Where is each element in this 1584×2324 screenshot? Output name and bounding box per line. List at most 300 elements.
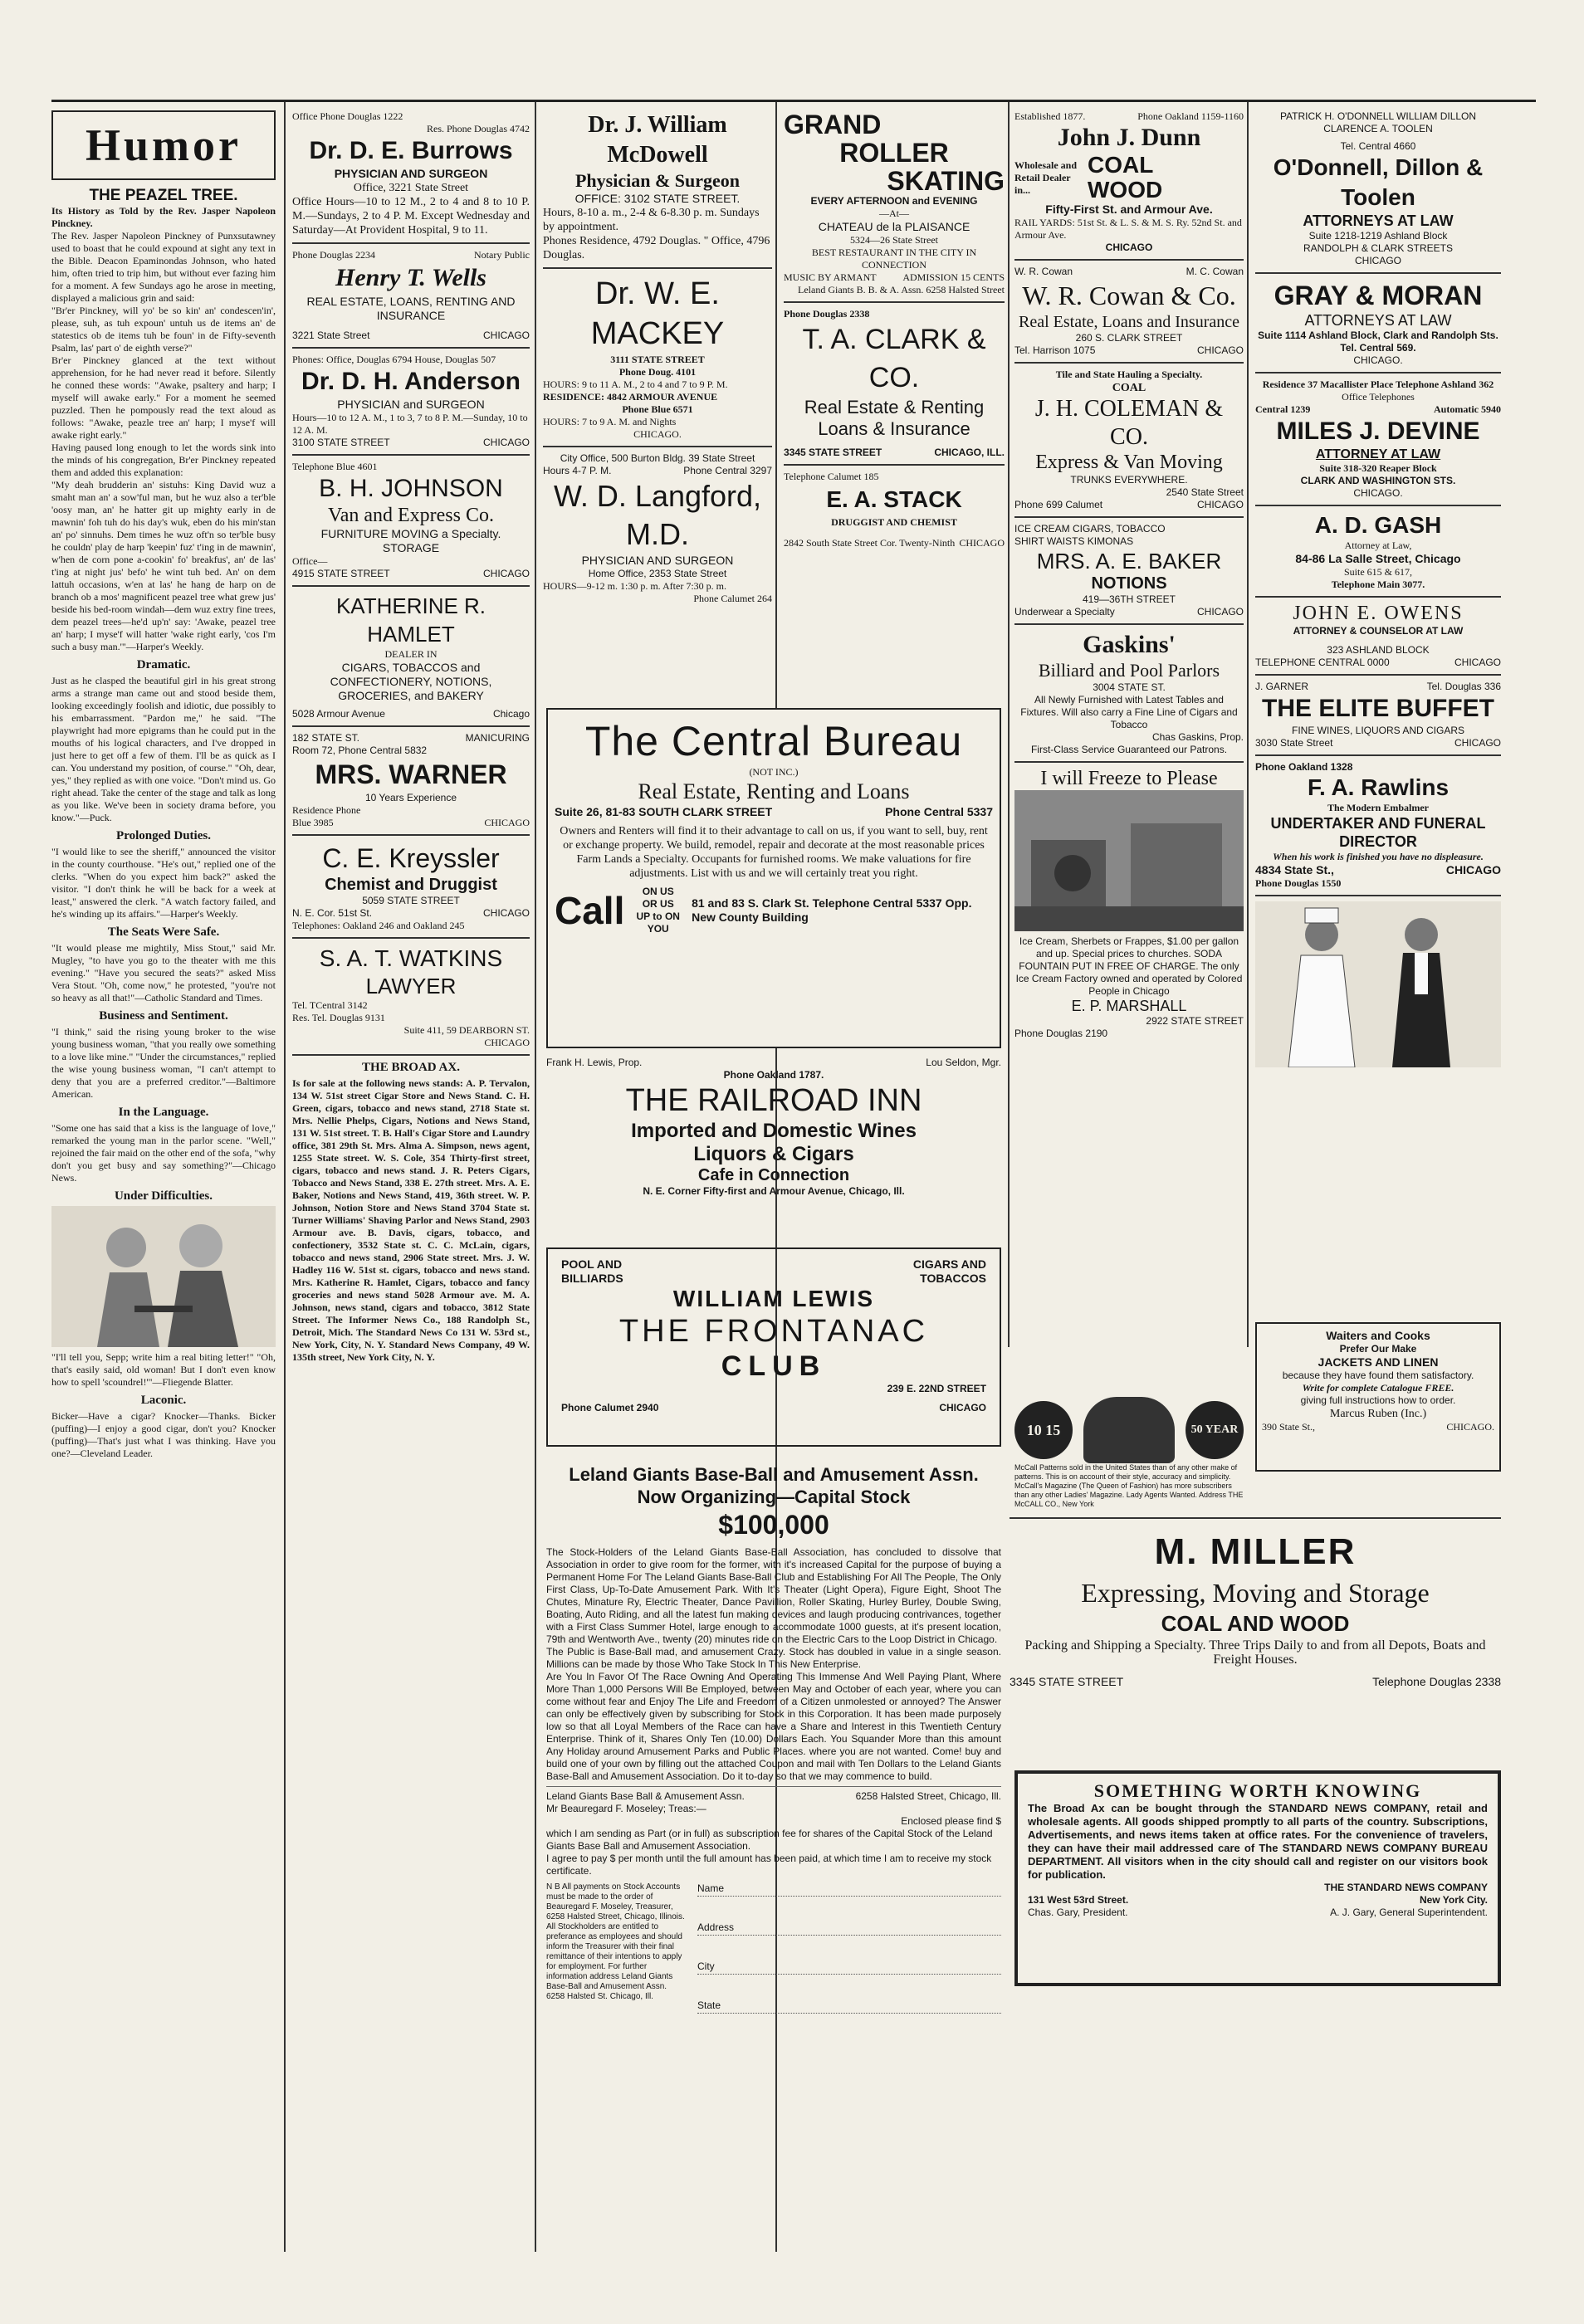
ad-phone: Phone Oakland 1787. [723, 1069, 824, 1081]
ad-desc: Real Estate & Renting [804, 397, 985, 417]
ad-address: 84-86 La Salle Street, Chicago [1295, 552, 1461, 565]
ad-address: Home Office, 2353 State Street [588, 568, 727, 579]
ad-hours: HOURS—9-12 m. 1:30 p. m. After 7:30 p. m. [543, 580, 726, 592]
ad-address: 260 S. CLARK STREET [1075, 332, 1183, 344]
ads-column-3 [543, 110, 772, 708]
ad-address: Suite 615 & 617, [1343, 566, 1412, 578]
ad-phone: Office Phone Douglas 1222 [292, 110, 403, 122]
ad-desc: Underwear a Specialty [1014, 606, 1115, 618]
ads-column-2 [292, 110, 530, 2252]
ad-address: 3100 STATE STREET [292, 437, 390, 448]
ad-title: The Modern Embalmer [1327, 802, 1429, 813]
ad-address: 4834 State St., [1255, 863, 1334, 876]
ad-note: ON US OR US UP to ON YOU [636, 886, 680, 935]
ad-phone: Phones Residence, 4792 Douglas. " Office, 4796 Douglas. [543, 235, 770, 261]
coupon-name-field[interactable]: Name [697, 1882, 1001, 1897]
ad-address: 3345 STATE STREET [784, 447, 882, 458]
column-rule [535, 102, 536, 2252]
ad-city: CHICAGO [482, 437, 530, 448]
ad-desc: Cafe in Connection [697, 1166, 850, 1184]
ad-desc: TRUNKS EVERYWHERE. [1070, 474, 1188, 486]
burrows-ad [292, 110, 530, 237]
ad-address: 5028 Armour Avenue [292, 708, 385, 720]
ad-address: 5324—26 State Street [850, 234, 938, 246]
ad-address: 3221 State Street [292, 330, 370, 341]
ad-body: Owners and Renters will find it to their advantage to call on us, if you want to sell, buy, rent or exchange property. We build, remodel, repair and decorate at the most reasonable prices Farm Lands a Specialty. Occupants for furnished rooms. We make valuations for fire adjustments. List with us and we will certainly treat you right. [560, 825, 988, 880]
ad-note: —At— [879, 208, 909, 219]
ad-headline: SOMETHING WORTH KNOWING [1093, 1780, 1422, 1801]
ad-title: ATTORNEY & COUNSELOR AT LAW [1293, 625, 1464, 637]
ad-desc: Loans & Insurance [818, 418, 970, 439]
ad-address: 5059 STATE STREET [362, 895, 460, 906]
ad-address: 390 State St., [1262, 1421, 1316, 1433]
ad-title: PHYSICIAN and SURGEON [337, 398, 485, 411]
ad-address: RANDOLPH & CLARK STREETS [1303, 242, 1454, 254]
ad-title: Chemist and Druggist [325, 876, 497, 894]
ad-name: THE RAILROAD INN [625, 1083, 922, 1118]
ad-name: MILES J. DEVINE [1276, 417, 1480, 445]
waiter-and-cook-illustration [1255, 901, 1501, 1067]
ad-note: Notary Public [474, 249, 530, 261]
ad-name: Dr. D. H. Anderson [301, 368, 521, 395]
ad-address: Leland Giants B. B. & A. Assn. 6258 Halsted Street [798, 284, 1005, 295]
section-text: "It would please me mightily, Miss Stout," said Mr. Mugley, "to have you go to the theater with me this evening." "Have you secured the seats?" asked Miss Vera Stout. "Oh, come now," he protested, "you're not so heavy as all that!"—Catholic Standard and Times. [51, 942, 276, 1003]
ad-desc: 10 Years Experience [364, 792, 457, 803]
ad-name: MRS. A. E. BAKER [1036, 549, 1222, 574]
ad-name: B. H. JOHNSON [319, 475, 503, 502]
ad-desc: COAL AND WOOD [1161, 1611, 1350, 1636]
ad-address: Suite 318-320 Reaper Block [1319, 462, 1437, 474]
ad-phone: Phone Douglas 2234 [292, 249, 375, 261]
section-text: Bicker—Have a cigar? Knocker—Thanks. Bicker (puffing)—I enjoy a good cigar, don't you? Knocker (puffing)—That's just what I was thinking. Have you one?—Cleveland Leader. [51, 1410, 276, 1459]
ad-city: CHICAGO [1105, 242, 1153, 253]
ad-name: John J. Dunn [1057, 124, 1201, 151]
ice-cream-factory-photo [1014, 790, 1244, 931]
section-heading: Under Difficulties. [114, 1189, 213, 1203]
news-stands-list: Is for sale at the following news stands: A. P. Tervalon, 134 W. 51st street Cigar Store and News Stand. C. H. Green, cigars, tobacco and news stand, 2718 State st. Mrs. Nellie Phelps, Cigars, Notions and News Stand, 131 W. 51st street. T. B. Hall's Cigar Store and Laundry office, 381 29th St. Mrs. Alma A. Simpson, news agent, 1255 State street. W. S. Cole, 354 Thirty-first street, cigars, tobacco and news stand. J. R. Peters Cigars, Tobacco and News Stand, 338 E. 27th street. Mrs. A. E. Baker, Notions and News Stand, 419, 36th street. W. P. Johnson, Notion Store and News Stand 3704 State st. Turner Williams' Shaving Parlor and News Stand, 2903 Armour ave. B. Davis, cigars, tobacco, and confectionery, 3532 State st. C. C. McLain, cigars, tobacco and news stand, 2906 State street. Mrs. J. W. Hadley 116 W. 51st st. cigars, tobacco and news stand. Mrs. Katherine R. Hamlet, Cigars, tobacco and fancy groceries and news stand 5028 Armour ave. M. A. Johnson, news stand, cigars and tobacco, 3812 State Street. The Informer News Co., 188 Randolph St., Detroit, Mich. The Standard News Co 131 W. 53rd st., New York, City, N. Y. Standard News Company, 49 W. 135th street, New York City, N. Y. [292, 1077, 530, 1363]
section-heading: THE BROAD AX. [362, 1061, 460, 1074]
standard-news-ad [1014, 1770, 1501, 1986]
ad-city: CHICAGO, ILL. [934, 447, 1005, 458]
ad-city: CHICAGO [1196, 606, 1244, 618]
ad-phone: Tel. Harrison 1075 [1014, 344, 1096, 356]
ad-city: CHICAGO [959, 537, 1005, 549]
ad-body: giving full instructions how to order. [1300, 1394, 1456, 1406]
story-title: THE PEAZEL TREE. [89, 187, 238, 204]
ad-hours: Hours, 8-10 a. m., 2-4 & 6-8.30 p. m. Sundays by appointment. [543, 207, 760, 233]
ad-address: Fifty-First St. and Armour Ave. [1045, 203, 1213, 216]
ad-desc: WOOD [1088, 177, 1163, 203]
ad-address: 131 West 53rd Street. [1028, 1894, 1129, 1906]
ad-address: 3111 STATE STREET [610, 354, 705, 365]
hamlet-ad [292, 592, 530, 720]
ad-body: First-Class Service Guaranteed our Patrons. [1030, 744, 1228, 755]
ad-address: CLARK AND WASHINGTON STS. [1300, 475, 1456, 486]
ad-city: CHICAGO [482, 330, 530, 341]
ad-name: The Central Bureau [584, 718, 963, 764]
kreyssler-ad [292, 841, 530, 932]
ad-address: 81 and 83 S. Clark St. Telephone Central 5337 Opp. New County Building [692, 896, 972, 924]
ad-name: O'Donnell, Dillon & Toolen [1273, 154, 1484, 210]
ad-phone: Central 1239 [1255, 403, 1311, 415]
ad-name: S. A. T. WATKINS [319, 945, 503, 971]
ad-hours: HOURS: 9 to 11 A. M., 2 to 4 and 7 to 9 P. M. [543, 378, 728, 390]
ad-desc: Real Estate, Loans and Insurance [1018, 313, 1239, 331]
ad-city: Chicago [492, 708, 530, 720]
ad-address: Office, 3221 State Street [353, 182, 469, 194]
ad-phone: Room 72, Phone Central 5832 [292, 745, 428, 756]
section-heading: Dramatic. [136, 658, 191, 671]
ad-desc: Wholesale and Retail Dealer in... [1014, 159, 1078, 196]
ad-city: CHICAGO. [1446, 1421, 1494, 1433]
ad-body: The Broad Ax can be bought through the STANDARD NEWS COMPANY, retail and wholesale agents. All goods shipped promptly to all parts of the country. Subscriptions, Advertisements, and news items taken at office rates. For the convenience of travelers, they can have their mail addressed care of The STANDARD NEWS COMPANY BUREAU DEPARTMENT. All visitors when in the city should call and register on our visitors book for publication. [1028, 1802, 1488, 1881]
ad-slogan: When his work is finished you have no displeasure. [1273, 851, 1484, 862]
marcus-ruben-ad [1255, 1322, 1501, 1472]
ad-title: ATTORNEY AT LAW [1315, 447, 1441, 461]
ad-title: Physician & Surgeon [574, 170, 741, 191]
ads-column-6 [1255, 110, 1501, 1347]
ad-phone: TELEPHONE CENTRAL 0000 [1255, 657, 1390, 668]
section-text: Just as he clasped the beautiful girl in his great strong arms a strange man came out and stood beside them, looking exceedingly foolish and idiotic, due possibly to his embarrassment. "Pardon me," he said. "The playwright had more epigrams than he could put in the mouths of his logical characters, and I've dropped in just here to get off a few of them. I'll be as quick as I can. You understand my position, of course." "Oh, dear, yes," they replied as with one voice. "Don't mind us. Go right ahead. Take the center of the stage and talk as long as you like. We've been in society drama before, you know."—Puck. [51, 675, 276, 823]
ad-city: CHICAGO [482, 907, 530, 919]
ad-name: CLUB [721, 1350, 827, 1382]
coupon-text: which I am sending as Part (or in full) as subscription fee for shares of the Capital Stock of the Leland Giants Base Ball and Amusement Association. [546, 1828, 993, 1852]
coupon-address-field[interactable]: Address [697, 1921, 1001, 1936]
ad-body: The Public is Base-Ball mad, and amusement Crazy. Stock has doubled in value in a single season. Millions can be made by those Who Take Stock In This New Enterprise. [546, 1646, 1001, 1670]
coupon-nb: N B All payments on Stock Accounts must be made to the order of Beauregard F. Moseley, Treasurer, 6258 Halsted Street, Chicago, Illinois. All Stockholders are entitled to preferance as employees and should inform the Treasurer with their final remittance of their intentions to apply for employment. For further information address Leland Giants Base-Ball and Amusement Assn. 6258 Halsted St. Chicago, Ill. [546, 1882, 685, 2001]
ad-body: McCall Patterns sold in the United States than of any other make of patterns. This is on account of their style, accuracy and simplicity. McCall's Magazine (The Queen of Fashion) has more subscribers than any other Ladies' Magazine. Lady Agents Wanted. Address THE McCALL CO., New York [1014, 1463, 1244, 1508]
ad-desc: EVERY AFTERNOON and EVENING [810, 195, 978, 207]
ad-name: C. E. Kreyssler [322, 843, 500, 873]
ad-hours: HOURS: 7 to 9 A. M. and Nights [543, 416, 677, 427]
ad-desc: ICE CREAM CIGARS, TOBACCO [1014, 523, 1166, 535]
ad-address: 4915 STATE STREET [292, 568, 390, 579]
ad-phone: Phone 699 Calumet [1014, 499, 1103, 510]
ad-owner: Chas. Gary, President. [1028, 1907, 1128, 1918]
ad-title: PHYSICIAN AND SURGEON [581, 554, 734, 567]
coupon-recipient: Mr Beauregard F. Moseley; Treas:— [546, 1803, 706, 1814]
story-paragraph: "My deah brudderin an' sistuhs: King David wuz a smaht man an' a sow'ful man, but he wuz also a ter'ble 'oosy man, an' he hatter git up mighty early in de mawnin' foh tuh do his day's wuk, eben do his min'stan an' po' sinnuhs. Dem times he wuz oft'n so ter'ble busy he couldn' play de harp 'keepin' fuz' t'ing in de mawnin', w'hen de corn pone a-cookin' fo' breakfus', an' de las' t'ing at night jus' befo' he wint tuh bed. An' on dem lattuh occasions, w'en at las' he hang de harp on de branch ob a mos' magnificent peazel tree what grew jus' beside his bed-room windah—dem wuz extry fine trees, dem peazel trees—he'd up'n' say: 'Awake, peazel tree an' harp; I myse'f will hatter 'wake right early, 'cos I'm such a busy man.'"—Harper's Weekly. [51, 479, 276, 652]
coupon-enclosed: Enclosed please find $ [901, 1815, 1001, 1827]
section-text: "I would like to see the sheriff," announced the visitor in the county courthouse. "He's out," replied one of the clerks. "When do you expect him back?" asked the visitor. "I don't think he will be back for a week at least," answered the clerk. "A watch factory failed, and he's winding up its affairs."—Harper's Weekly. [51, 846, 276, 920]
coupon-address: 6258 Halsted Street, Chicago, Ill. [855, 1790, 1001, 1802]
section-heading: Prolonged Duties. [116, 829, 211, 842]
story-paragraph: Having paused long enough to let the words sink into the minds of his congregation, Br'er Pinckney repeated them and added this explanation: [51, 442, 276, 478]
ad-subtitle: Real Estate, Renting and Loans [638, 779, 910, 803]
ad-phone: Phone Central 5337 [885, 805, 993, 818]
ad-address: RAIL YARDS: 51st St. & L. S. & M. S. Ry. 52nd St. and Armour Ave. [1014, 217, 1242, 241]
ad-phone: Telephones: Oakland 246 and Oakland 245 [292, 920, 465, 931]
ad-desc: Liquors & Cigars [693, 1143, 854, 1165]
ad-city: CHICAGO [1354, 255, 1401, 266]
ad-headline: Waiters and Cooks [1326, 1329, 1430, 1342]
leland-giants-ad [546, 1463, 1001, 2252]
ad-headline: I will Freeze to Please [1040, 768, 1218, 789]
ad-desc: BEST RESTAURANT IN THE CITY IN CONNECTION [811, 247, 977, 271]
ad-phone: Tel. Douglas 336 [1426, 681, 1501, 692]
ad-hours: Hours—10 to 12 A. M., 1 to 3, 7 to 8 P. M.—Sunday, 10 to 12 A. M. [292, 412, 528, 436]
ad-address: 419—36TH STREET [1082, 593, 1176, 605]
ad-phone: Telephone Main 3077. [1331, 579, 1425, 590]
ad-hours: Hours 4-7 P. M. [543, 465, 612, 476]
ad-address: Suite 1218-1219 Ashland Block [1308, 230, 1448, 242]
column-rule [1008, 102, 1010, 1347]
ad-address: 2842 South State Street Cor. Twenty-Ninth [784, 537, 956, 549]
ad-venue: CHATEAU de la PLAISANCE [818, 220, 970, 233]
ad-phone: Tel. Central 4660 [1340, 140, 1416, 152]
ad-phone: Blue 3985 [292, 817, 334, 828]
ad-address: City Office, 500 Burton Bldg. 39 State Street [560, 452, 755, 464]
ad-phone: Phone Douglas 2338 [784, 308, 870, 320]
ad-name: GRAND [784, 110, 882, 139]
ad-city: CHICAGO. [1353, 354, 1403, 366]
ad-name: MRS. WARNER [315, 759, 507, 789]
ad-desc: POOL AND BILLIARDS [561, 1257, 623, 1285]
ad-subtitle: Express & Van Moving [1035, 452, 1223, 473]
ad-desc: FINE WINES, LIQUORS AND CIGARS [1291, 725, 1465, 736]
ad-title: DRUGGIST AND CHEMIST [831, 516, 957, 528]
ad-address: Suite 411, 59 DEARBORN ST. [403, 1024, 530, 1036]
ad-address: N. E. Cor. 51st St. [292, 907, 373, 919]
coupon-form [697, 1882, 1001, 2014]
section-heading: In the Language. [118, 1106, 209, 1119]
ad-title: ATTORNEYS AT LAW [1304, 312, 1452, 329]
frontanac-club-ad [546, 1247, 1001, 1447]
ad-phone: Telephone Calumet 185 [784, 471, 879, 482]
ad-name: E. P. MARSHALL [1071, 998, 1187, 1014]
coupon-agreement: I agree to pay $ per month until the full amount has been paid, at which time I am to receive my stock certificate. [546, 1853, 992, 1877]
humor-masthead: Humor [51, 110, 276, 180]
ad-desc: Prefer Our Make [1339, 1343, 1417, 1355]
ad-name: W. D. Langford, M.D. [553, 479, 762, 551]
ad-address: 3345 STATE STREET [1010, 1675, 1124, 1688]
ad-desc: REAL ESTATE, LOANS, RENTING AND INSURANCE [306, 295, 516, 322]
ad-body: All Newly Furnished with Latest Tables and Fixtures. Will also carry a Fine Line of Cigars and Tobacco [1020, 694, 1238, 730]
ad-name: SKATING [887, 166, 1005, 196]
ad-note: Office— [292, 555, 328, 567]
ad-desc: COAL [1088, 152, 1154, 178]
ad-name: F. A. Rawlins [1307, 774, 1450, 800]
ad-address: 2540 State Street [1166, 486, 1244, 498]
ad-address: 239 E. 22ND STREET [887, 1383, 986, 1394]
ad-phone: Phone Central 3297 [683, 465, 772, 476]
ad-desc: JACKETS AND LINEN [1318, 1355, 1439, 1369]
ad-name: E. A. STACK [826, 486, 962, 512]
ad-title: Attorney at Law, [1344, 540, 1412, 551]
cartoon-caption: "I'll tell you, Sepp; write him a real biting letter!" "Oh, that's easily said, old woman! But I don't even know how to spell 'scoundrel!'"—Fliegende Blatter. [51, 1351, 276, 1388]
ad-city: CHICAGO [1196, 344, 1244, 356]
ad-phone: Telephone Blue 4601 [292, 461, 378, 472]
ad-owner: Frank H. Lewis, Prop. [546, 1057, 643, 1068]
ad-city: CHICAGO. [633, 428, 682, 440]
column-rule [284, 102, 286, 2252]
ad-address: OFFICE: 3102 STATE STREET. [574, 192, 741, 205]
ad-body: Write for complete Catalogue FREE. [1302, 1382, 1454, 1394]
ad-city: CHICAGO [484, 817, 530, 828]
warner-ad [292, 732, 530, 829]
ad-name: GRAY & MORAN [1274, 281, 1483, 310]
ad-city: CHICAGO [1196, 499, 1244, 510]
ads-column-5 [1014, 110, 1244, 1347]
ad-city: CHICAGO [1454, 657, 1501, 668]
ad-desc: COAL [1112, 382, 1146, 394]
ad-city: CHICAGO [1454, 737, 1501, 749]
ad-phone: Phone Blue 6571 [622, 403, 693, 415]
ad-hours: Office Hours—10 to 12 M., 2 to 4 and 8 to 10 P. M.—Sundays, 2 to 4 P. M. Except Wednesday and Saturday—At Provident Hospital, 9 to 11. [292, 196, 530, 237]
ad-phone: Res. Tel. Douglas 9131 [292, 1012, 385, 1023]
ad-manager: Lou Seldon, Mgr. [926, 1057, 1001, 1068]
ad-name: J. H. COLEMAN & CO. [1034, 396, 1224, 450]
ad-desc: SHIRT WAISTS KIMONAS [1014, 535, 1134, 547]
cartoon-illustration [51, 1206, 276, 1347]
ad-name: M. MILLER [1154, 1531, 1357, 1572]
ad-address: 323 ASHLAND BLOCK [1327, 644, 1430, 656]
ad-owner: W. R. Cowan [1014, 266, 1073, 277]
ad-address: Suite 1114 Ashland Block, Clark and Randolph Sts. Tel. Central 569. [1258, 330, 1498, 354]
ad-city: CHICAGO [484, 1037, 530, 1048]
ad-address: 3030 State Street [1255, 737, 1333, 749]
ad-address: 182 STATE ST. [292, 732, 359, 744]
story-paragraph: Br'er Pinckney glanced at the text without apprehension, for he had never read it before. Silently he conned these words: "Awake, psaltery and harp; I myself will awake early." For a moment he seemed puzzled. Then he pompously read the text aloud as follows: "Awake, peazle tree an' harp; I myse'f will awake right early." [51, 354, 276, 441]
ad-phone: Phones: Office, Douglas 6794 House, Douglas 507 [292, 354, 496, 365]
ad-owner: A. J. Gary, General Superintendent. [1330, 1907, 1488, 1918]
ad-amount: $100,000 [718, 1510, 829, 1540]
ad-name: Henry T. Wells [335, 264, 486, 291]
ad-owner: WILLIAM LEWIS [672, 1286, 875, 1311]
ad-phone: Phone Douglas 2190 [1014, 1028, 1108, 1039]
section-heading: Business and Sentiment. [99, 1009, 228, 1023]
ad-note: (NOT INC.) [749, 766, 799, 778]
ad-phone: Res. Phone Douglas 4742 [427, 123, 530, 134]
mccall-ad [1014, 1397, 1244, 1513]
ad-owner: Chas Gaskins, Prop. [1151, 731, 1244, 743]
ad-name: T. A. CLARK & CO. [802, 324, 986, 393]
ad-name: W. R. Cowan & Co. [1022, 281, 1236, 310]
ad-phone: Phone Doug. 4101 [618, 366, 697, 378]
ad-note: Established 1877. [1014, 110, 1086, 122]
ad-desc: NOTIONS [1091, 574, 1167, 593]
ad-subtitle: Now Organizing—Capital Stock [637, 1487, 911, 1507]
ad-desc: Imported and Domestic Wines [631, 1120, 917, 1142]
ad-body: because they have found them satisfactory. [1282, 1370, 1474, 1381]
wells-ad [292, 249, 530, 342]
central-bureau-ad [546, 708, 1001, 1048]
ad-phone: Residence 37 Macallister Place Telephone Ashland 362 [1262, 378, 1494, 390]
ad-city: New York City. [1419, 1894, 1488, 1906]
ad-note: MUSIC BY ARMANT [784, 271, 877, 283]
ad-name: Marcus Ruben (Inc.) [1329, 1408, 1427, 1420]
ad-name: Dr. J. William McDowell [588, 112, 727, 168]
ad-name: ROLLER [839, 138, 949, 168]
ad-note: MANICURING [465, 732, 530, 744]
story-paragraph: The Rev. Jasper Napoleon Pinckney of Punxsutawney used to boast that he could expound at sight any text in the Bible. Deacon Epaminondas Johnson, who hated him, often tried to trip him, but without ever fazing him for a moment. A few Sundays ago he arose in meeting, displayed a malicious grin and said: [51, 230, 276, 304]
section-heading: Laconic. [140, 1394, 187, 1407]
newspaper-page [51, 100, 1536, 2252]
ad-city: CHICAGO [482, 568, 530, 579]
ad-company: THE STANDARD NEWS COMPANY [1324, 1882, 1488, 1893]
ad-phone: Phone Douglas 1550 [1255, 877, 1342, 889]
coupon-city-field[interactable]: City [697, 1960, 1001, 1975]
ad-name: Dr. W. E. MACKEY [590, 276, 725, 351]
story-intro: Its History as Told by the Rev. Jasper Napoleon Pinckney. [51, 205, 276, 229]
ad-address: Suite 26, 81-83 SOUTH CLARK STREET [555, 805, 773, 818]
miller-ad [1010, 1517, 1501, 1735]
ad-name: JOHN E. OWENS [1293, 603, 1464, 624]
ad-body: Packing and Shipping a Specialty. Three Trips Daily to and from all Depots, Boats and Freight Houses. [1024, 1638, 1486, 1667]
column-rule [1247, 102, 1249, 1347]
ad-city: CHICAGO. [1353, 487, 1403, 499]
johnson-ad [292, 461, 530, 580]
ad-city: CHICAGO [939, 1402, 986, 1413]
ad-address: RESIDENCE: 4842 ARMOUR AVENUE [543, 391, 718, 403]
ad-desc: FURNITURE MOVING a Specialty. STORAGE [320, 527, 501, 554]
ad-title: PHYSICIAN AND SURGEON [334, 167, 488, 180]
ad-note: Residence Phone [292, 804, 361, 816]
ads-column-4 [784, 110, 1005, 708]
ad-desc: CIGARS, TOBACCOS and CONFECTIONERY, NOTIONS, GROCERIES, and BAKERY [330, 661, 492, 702]
ad-subtitle: Billiard and Pool Parlors [1038, 660, 1220, 681]
ad-owner: M. C. Cowan [1186, 266, 1244, 277]
ad-name: A. D. GASH [1314, 512, 1442, 538]
ad-owner: J. GARNER [1255, 681, 1309, 692]
ad-note: DEALER IN [384, 648, 438, 660]
ad-body: Ice Cream, Sherbets or Frappes, $1.00 per gallon and up. Special prices to churches. SODA FOUNTAIN PUT IN FREE OF CHARGE. The only Ice Cream Factory owned and operated by Colored People in Chicago [1015, 935, 1243, 997]
ad-body: The Stock-Holders of the Leland Giants Base-Ball Association, has concluded to dissolve that Association in order to give room for the former, with it's increased Capital for the purpose of buying a Permanent Home For The Leland Giants Base-Ball Club and Establishing For All The People, The Only First Class, Up-To-Date Amusement Park. With It's Theater (Light Opera), Figure Eight, Shoot The Chutes, Minature Ry, Electric Theater, Dance Pavillion, Roller Skating, Hurley Burley, Double Swing, Boating, Auto Riding, and all the latest fun making devices and laugh producing contrivances, together with a First Class Summer Hotel, large enough to accommodate 1000 guests, at it's present location, 79th and Wentworth Ave., twenty (20) minutes ride on the Electric Cars to the Loop District in Chicago. [546, 1546, 1001, 1645]
woman-figure-icon [1083, 1397, 1175, 1463]
coupon-state-field[interactable]: State [697, 1999, 1001, 2014]
mccall-patterns-badge: 10 15 [1014, 1401, 1073, 1459]
watkins-ad [292, 944, 530, 1049]
section-text: "I think," said the rising young broker to the wise young business woman, "that you really owe something to a love like mine." "Under the circumstances," replied the wise young business woman, "I can't attempt to deny that you are a preferred creditor."—Baltimore American. [51, 1026, 276, 1100]
story-paragraph: "Br'er Pinckney, will yo' be so kin' an' condescen'in', please, suh, as tuh expoun' untuh us de items an' de statestics ob de items tuh be foun' in de Fifty-seventh Psalm, las' part o' de eighth verse?" [51, 305, 276, 354]
ad-phone: Tel. TCentral 3142 [292, 999, 368, 1011]
ad-phone: Telephone Douglas 2338 [1372, 1675, 1501, 1688]
section-text: "Some one has said that a kiss is the language of love," remarked the young man in the parlor scene. "Well," rejoined the fair maid on the other end of the sofa, "why don't you get busy and say something?"—Chicago News. [51, 1122, 276, 1184]
ad-desc: UNDERTAKER AND FUNERAL DIRECTOR [1270, 815, 1486, 850]
humor-column [51, 110, 276, 2252]
ad-headline: Leland Giants Base-Ball and Amusement Assn. [569, 1464, 979, 1485]
ad-name: Dr. D. E. Burrows [309, 137, 513, 164]
ad-name: THE FRONTANAC [618, 1314, 929, 1349]
ad-phone: Phone Calumet 264 [693, 593, 772, 604]
ad-city: CHICAGO [1445, 863, 1501, 876]
ad-title: LAWYER [365, 974, 457, 998]
ad-subtitle: Van and Express Co. [328, 505, 494, 526]
ad-price: ADMISSION 15 CENTS [902, 271, 1005, 283]
ad-address: 2922 STATE STREET [1146, 1015, 1244, 1027]
ad-owner: PATRICK H. O'DONNELL WILLIAM DILLON CLARENCE A. TOOLEN [1279, 110, 1477, 134]
ad-title: ATTORNEYS AT LAW [1303, 212, 1454, 229]
ad-headline: Call [555, 889, 625, 932]
ad-note: Office Telephones [1342, 391, 1415, 403]
anderson-ad [292, 354, 530, 449]
ad-phone: Phone Calumet 2940 [561, 1402, 659, 1413]
section-heading: The Seats Were Safe. [107, 925, 220, 939]
ad-address: N. E. Corner Fifty-first and Armour Avenue, Chicago, Ill. [643, 1185, 905, 1197]
ad-note: Tile and State Hauling a Specialty. [1055, 369, 1203, 380]
ad-phone: Automatic 5940 [1434, 403, 1501, 415]
mccall-magazine-badge: 50 YEAR [1186, 1401, 1244, 1459]
ad-name: THE ELITE BUFFET [1262, 695, 1494, 722]
ad-body: Are You In Favor Of The Race Owning And Operating This Immense And Well Paying Plant, Where More Than 1,000 Persons Will Be Employed, between May and October of each year, where you can come without fear and Enjoy The Life and Freedom of a Citizen unmolested or annoyed? The Answer can only be effectively given by subscribing for Stock in this Corporation. It has been made purposely low so that all Loyal Members of the Race can have a Share and Interest in this Twentieth Century Enterprise. Think of it, Shares Only Ten (10.00) Dollars Each. You Squander More than this amount Any Holiday around Amusement Parks and Public Places. where you are not wanted. Come! buy and build one of your own by filling out the attached Coupon and mail with Ten Dollars to the Leland Giants Base-Ball and Amusement Association. Do it to-day so that we may commence to build. [546, 1671, 1001, 1782]
coupon-assn: Leland Giants Base Ball & Amusement Assn. [546, 1790, 745, 1802]
ad-phone: Phone Oakland 1159-1160 [1137, 110, 1244, 122]
ad-desc: CIGARS AND TOBACCOS [912, 1257, 986, 1285]
ad-subtitle: Expressing, Moving and Storage [1081, 1578, 1430, 1608]
ad-name: KATHERINE R. HAMLET [335, 593, 486, 647]
ad-address: 3004 STATE ST. [1093, 681, 1166, 693]
ad-phone: Phone Oakland 1328 [1255, 761, 1353, 773]
